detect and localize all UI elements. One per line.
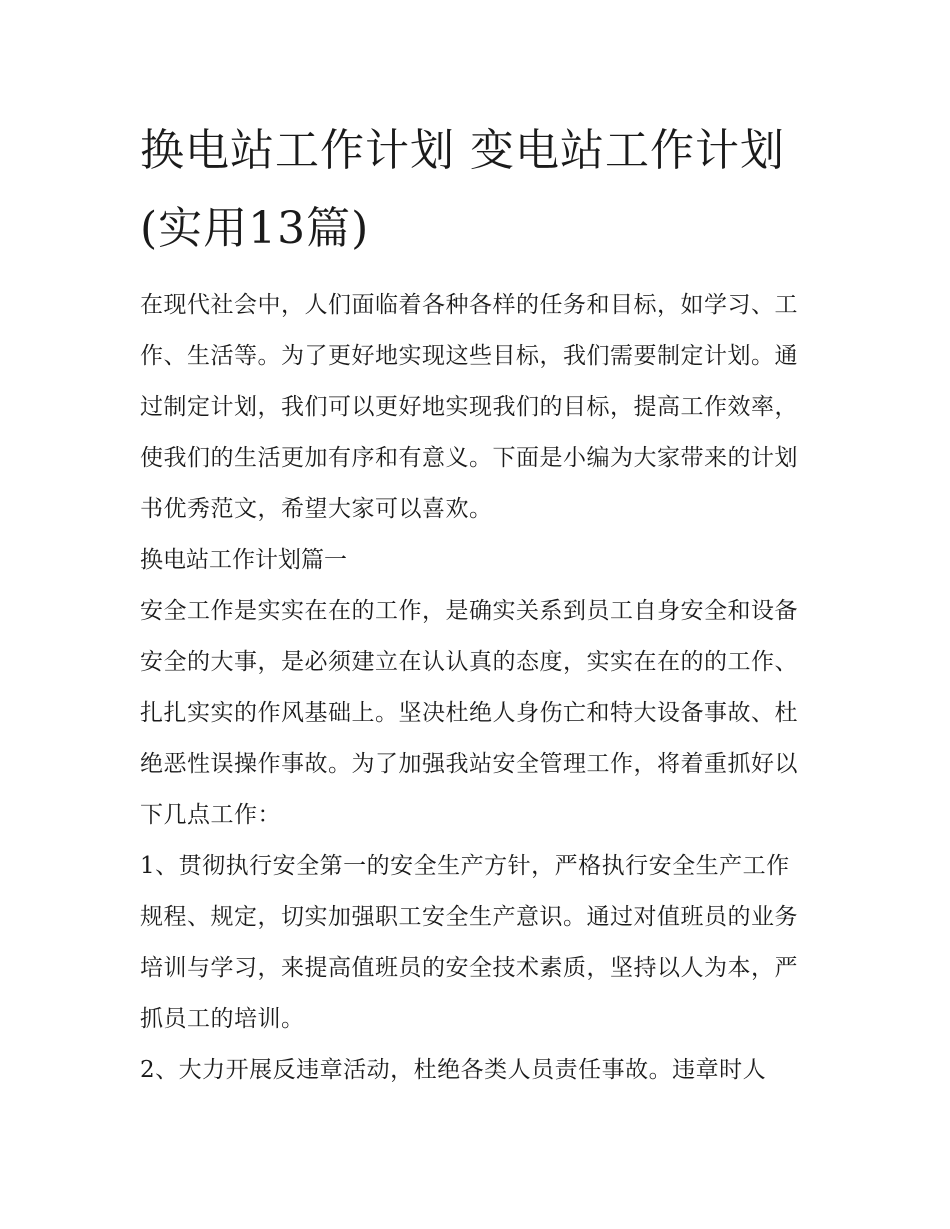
intro-paragraph: 在现代社会中，人们面临着各种各样的任务和目标，如学习、工作、生活等。为了更好地实现这些目标，我们需要制定计划。通过制定计划，我们可以更好地实现我们的目标，提高工作效率，使我们的生活更加有序和有意义。下面是小编为大家带来的计划书优秀范文，希望大家可以喜欢。 (140, 292, 798, 522)
document-page (140, 112, 812, 1096)
document-title: 换电站工作计划 变电站工作计划(实用13篇) (140, 125, 785, 254)
section-heading: 换电站工作计划篇一 (140, 547, 347, 573)
section-body-paragraph: 安全工作是实实在在的工作，是确实关系到员工自身安全和设备安全的大事，是必须建立在认认真的态度，实实在在的的工作、扎扎实实的作风基础上。坚决杜绝人身伤亡和特大设备事故、杜绝恶性误操作事故。为了加强我站安全管理工作，将着重抓好以下几点工作： (140, 598, 798, 828)
list-item-2: 2、大力开展反违章活动，杜绝各类人员责任事故。违章时人 (140, 1057, 767, 1083)
list-item-1: 1、贯彻执行安全第一的安全生产方针，严格执行安全生产工作规程、规定，切实加强职工安全生产意识。通过对值班员的业务培训与学习，来提高值班员的安全技术素质，坚持以人为本，严抓员工的培训。 (140, 853, 798, 1032)
